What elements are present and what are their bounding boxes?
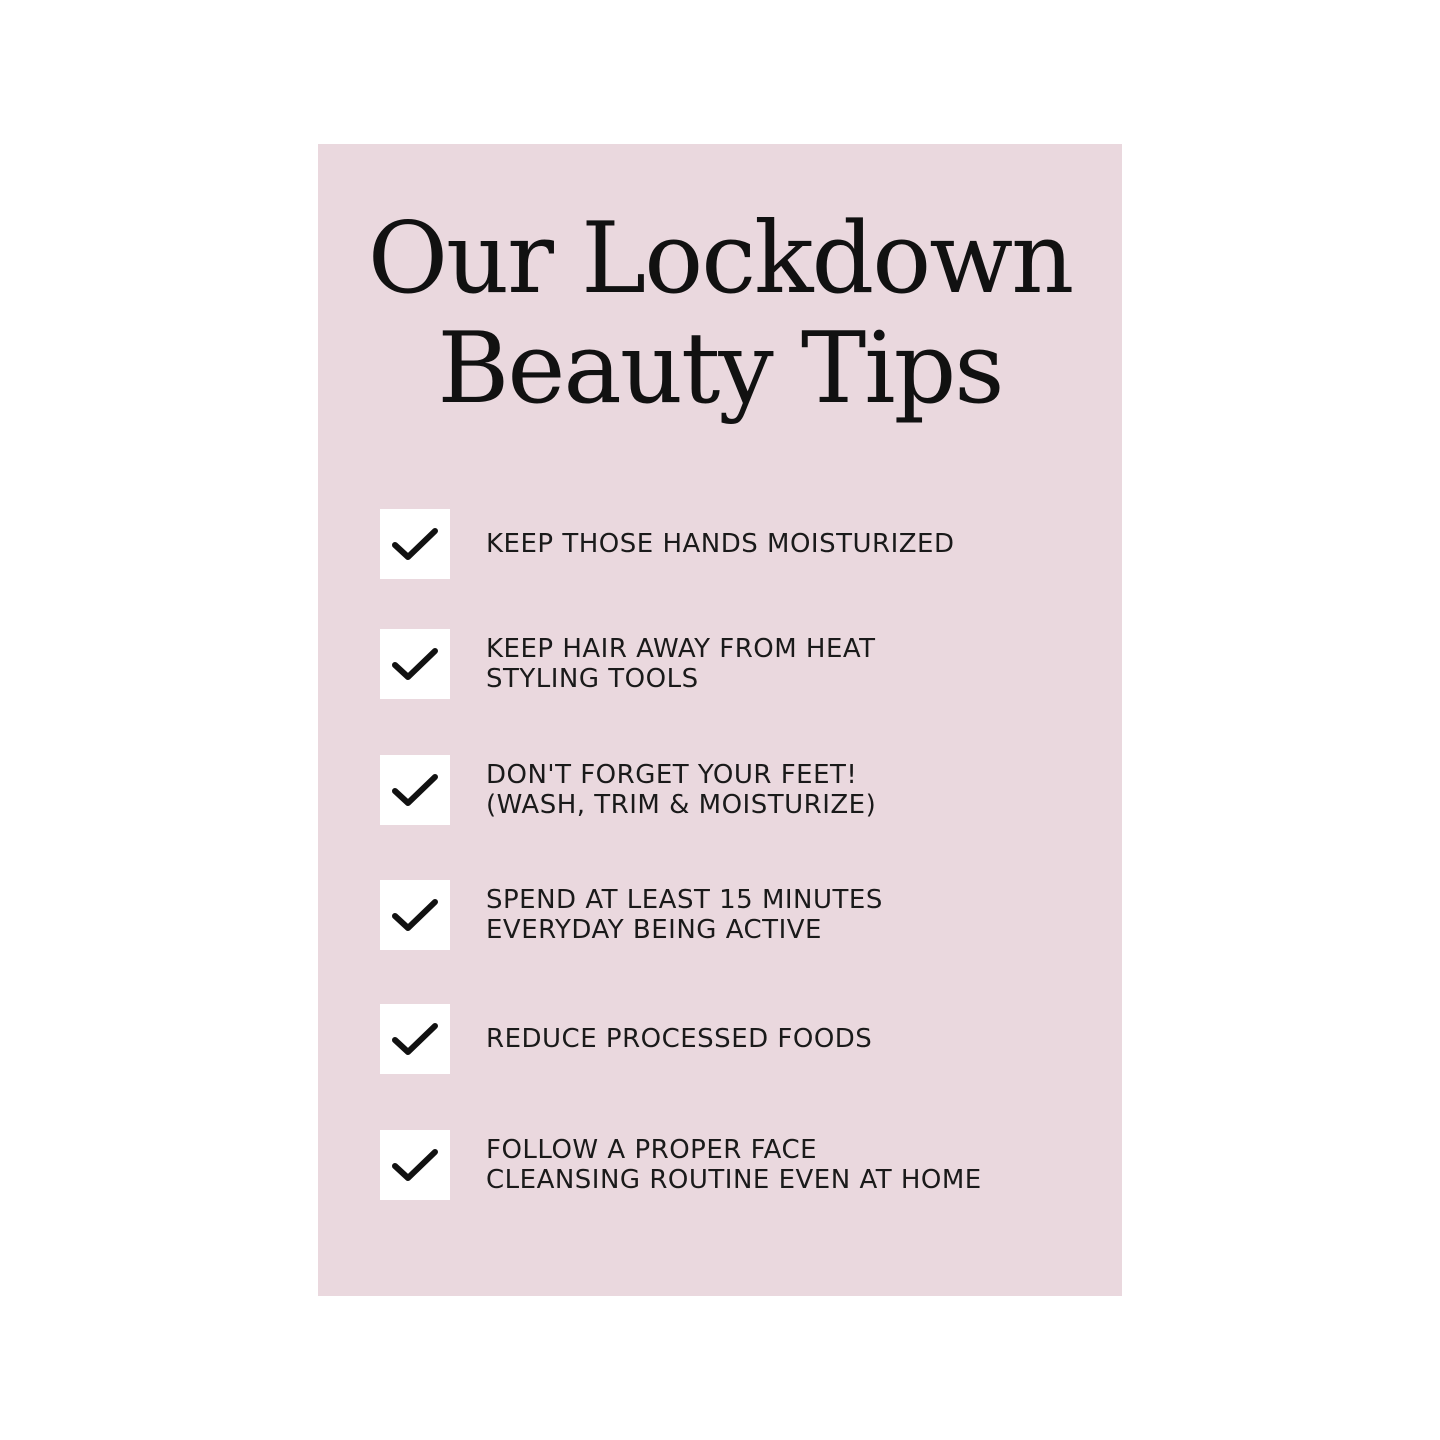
checkbox[interactable]	[380, 755, 450, 825]
tip-item	[380, 629, 1100, 699]
checkbox[interactable]	[380, 509, 450, 579]
tip-item	[380, 509, 1100, 579]
checkmark-icon	[392, 646, 438, 682]
tips-card	[318, 144, 1122, 1296]
checkbox[interactable]	[380, 629, 450, 699]
tip-item	[380, 755, 1100, 825]
tip-label: DON'T FORGET YOUR FEET! (WASH, TRIM & MOISTURIZE)	[486, 760, 877, 820]
checkmark-icon	[392, 1147, 438, 1183]
tip-item	[380, 880, 1100, 950]
checkmark-icon	[392, 897, 438, 933]
checkbox[interactable]	[380, 1130, 450, 1200]
checkmark-icon	[392, 526, 438, 562]
tip-label: FOLLOW A PROPER FACE CLEANSING ROUTINE EVEN AT HOME	[486, 1135, 982, 1195]
checkmark-icon	[392, 1021, 438, 1057]
tips-list	[318, 144, 1122, 1296]
checkbox[interactable]	[380, 1004, 450, 1074]
title-line-2: Beauty Tips	[437, 312, 1003, 426]
tip-label: KEEP THOSE HANDS MOISTURIZED	[486, 529, 955, 559]
checkbox[interactable]	[380, 880, 450, 950]
tip-label: REDUCE PROCESSED FOODS	[486, 1024, 873, 1054]
tip-item	[380, 1004, 1100, 1074]
tip-label: SPEND AT LEAST 15 MINUTES EVERYDAY BEING ACTIVE	[486, 885, 883, 945]
tip-label: KEEP HAIR AWAY FROM HEAT STYLING TOOLS	[486, 634, 876, 694]
title-line-1: Our Lockdown	[367, 202, 1073, 316]
checkmark-icon	[392, 772, 438, 808]
tip-item	[380, 1130, 1100, 1200]
